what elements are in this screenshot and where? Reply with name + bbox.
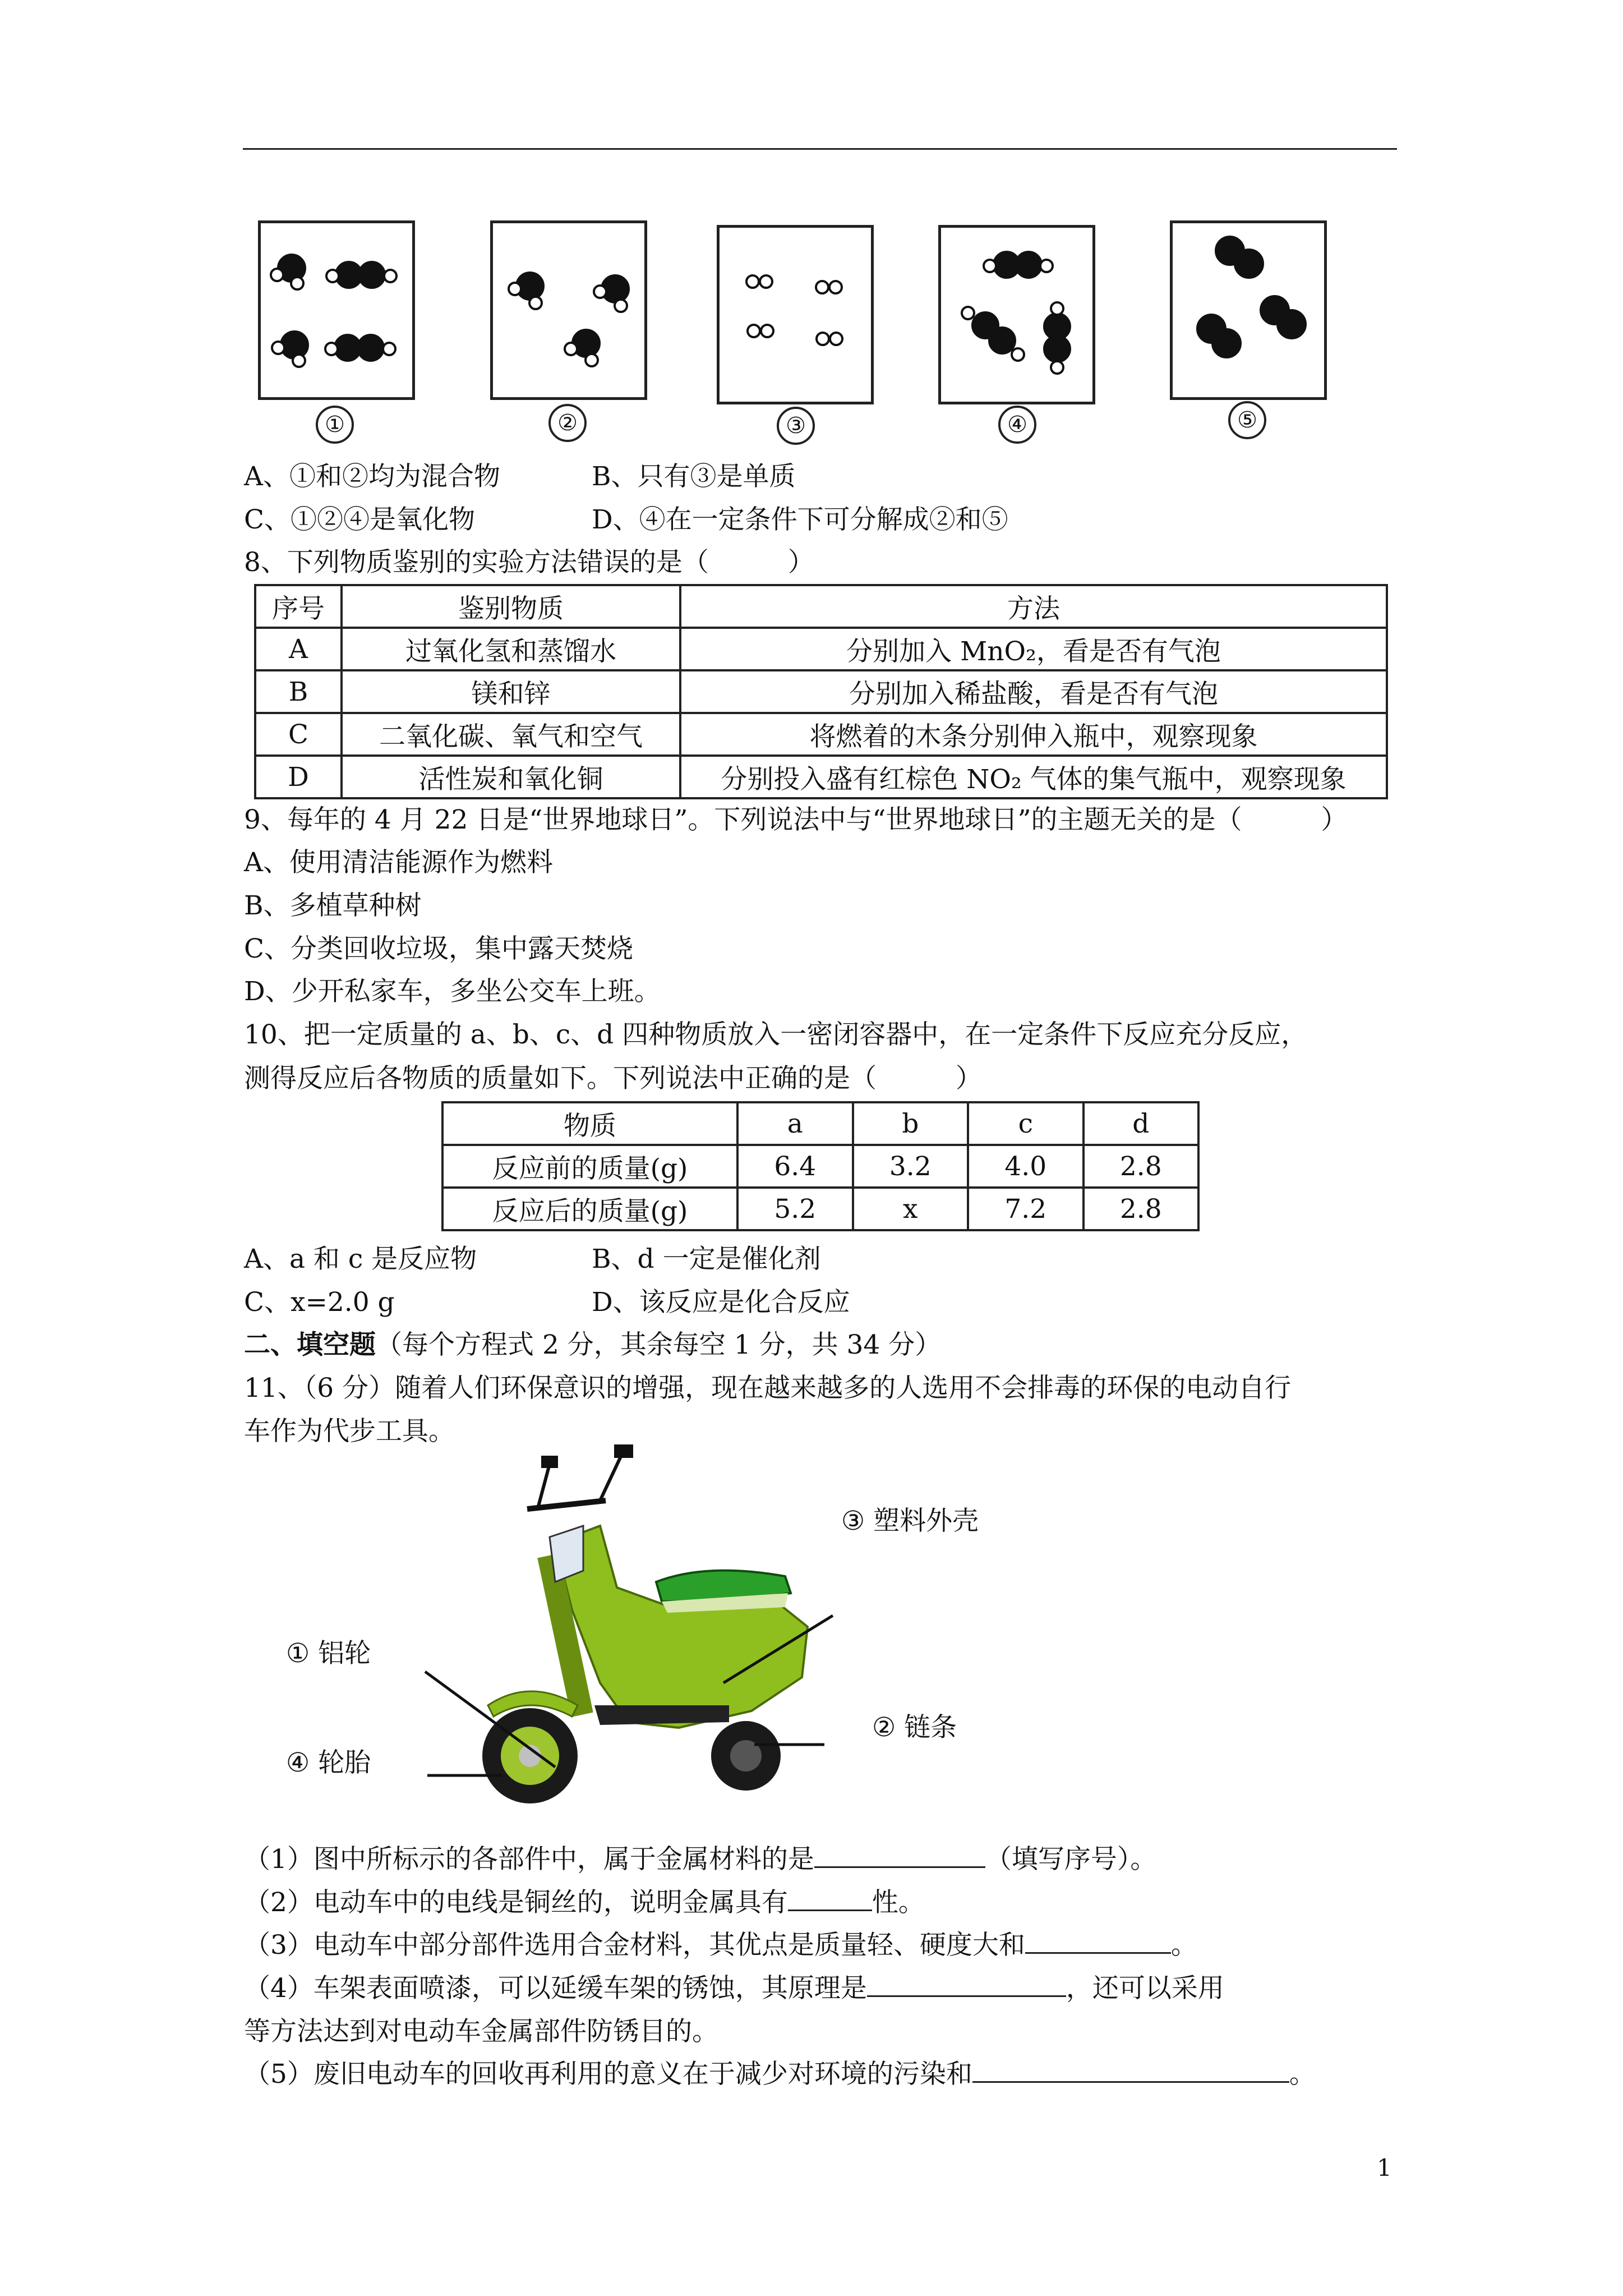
q11-stem-line1: 11、（6 分）随着人们环保意识的增强，现在越来越多的人选用不会排毒的环保的电动自行 <box>244 1373 1292 1404</box>
table-cell: 反应前的质量(g) <box>442 1145 737 1188</box>
header-cell: c <box>968 1102 1083 1145</box>
q9-option-d: D、少开私家车，多坐公交车上班。 <box>244 976 661 1007</box>
q11-sub5 <box>244 2058 1316 2091</box>
q7-option-b: B、只有③是单质 <box>592 461 796 492</box>
table-cell: C <box>255 713 342 756</box>
q10-stem-line2: 测得反应后各物质的质量如下。下列说法中正确的是（ ） <box>244 1063 982 1094</box>
q8-stem: 8、下列物质鉴别的实验方法错误的是（ ） <box>244 547 814 578</box>
table-cell: 将燃着的木条分别伸入瓶中，观察现象 <box>680 713 1387 756</box>
header-cell: d <box>1083 1102 1199 1145</box>
q11-sub2-tail: 性。 <box>872 1887 925 1918</box>
answer-blank-4[interactable] <box>867 1972 1066 1997</box>
q9-option-b: B、多植草种树 <box>244 890 422 921</box>
table-cell: A <box>255 628 342 670</box>
label-aluminum-rim: ① 铝轮 <box>286 1638 371 1669</box>
table-cell: 过氧化氢和蒸馏水 <box>342 628 680 670</box>
q11-sub1 <box>244 1843 1156 1876</box>
table-cell: 镁和锌 <box>342 670 680 713</box>
q11-sub1-text: （1）图中所标示的各部件中，属于金属材料的是 <box>244 1844 814 1875</box>
q7-option-d: D、④在一定条件下可分解成②和⑤ <box>592 504 1008 535</box>
q11-sub3 <box>244 1929 1197 1962</box>
answer-blank-2[interactable] <box>788 1886 872 1911</box>
q11-sub5-tail: 。 <box>1289 2059 1316 2090</box>
header-cell: 鉴别物质 <box>342 585 680 628</box>
diagram-label-3: ③ <box>777 407 815 445</box>
label-tire: ④ 轮胎 <box>286 1747 371 1778</box>
q11-stem-line2: 车作为代步工具。 <box>244 1416 455 1447</box>
q9-option-a: A、使用清洁能源作为燃料 <box>244 847 553 878</box>
table-cell: 3.2 <box>853 1145 969 1188</box>
q11-sub3-tail: 。 <box>1170 1930 1197 1961</box>
table-cell: D <box>255 756 342 798</box>
q7-option-c: C、①②④是氧化物 <box>244 504 475 535</box>
q11-sub4 <box>244 1972 1224 2005</box>
table-cell: 5.2 <box>737 1188 853 1230</box>
q11-sub4-tail: ，还可以采用 <box>1066 1973 1224 2004</box>
table-cell: 二氧化碳、氧气和空气 <box>342 713 680 756</box>
header-cell: 方法 <box>680 585 1387 628</box>
header-cell: 序号 <box>255 585 342 628</box>
header-cell: 物质 <box>442 1102 737 1145</box>
q11-sub4-text: （4）车架表面喷漆，可以延缓车架的锈蚀，其原理是 <box>244 1973 867 2004</box>
q11-sub3-text: （3）电动车中部分部件选用合金材料，其优点是质量轻、硬度大和 <box>244 1930 1025 1961</box>
table-cell: 6.4 <box>737 1145 853 1188</box>
table-cell: 反应后的质量(g) <box>442 1188 737 1230</box>
section-title: 二、填空题 <box>244 1329 376 1360</box>
table-cell: 活性炭和氧化铜 <box>342 756 680 798</box>
diagram-label-5: ⑤ <box>1228 401 1266 439</box>
q10-option-d: D、该反应是化合反应 <box>592 1287 850 1318</box>
table-cell: 分别加入 MnO₂，看是否有气泡 <box>680 628 1387 670</box>
table-cell: B <box>255 670 342 713</box>
q11-sub5-text: （5）废旧电动车的回收再利用的意义在于减少对环境的污染和 <box>244 2059 972 2090</box>
header-cell: b <box>853 1102 969 1145</box>
answer-blank-3[interactable] <box>1025 1929 1171 1954</box>
header-cell: a <box>737 1102 853 1145</box>
table-cell: 分别加入稀盐酸，看是否有气泡 <box>680 670 1387 713</box>
label-plastic-shell: ③ 塑料外壳 <box>841 1506 979 1536</box>
diagram-label-4: ④ <box>998 406 1036 444</box>
section-note: （每个方程式 2 分，其余每空 1 分，共 34 分） <box>376 1329 942 1360</box>
q11-sub1-tail: （填写序号）。 <box>985 1844 1157 1875</box>
diagram-label-1: ① <box>316 406 354 444</box>
q10-option-b: B、d 一定是催化剂 <box>592 1244 821 1274</box>
q7-option-a: A、①和②均为混合物 <box>244 461 500 492</box>
table-cell: 2.8 <box>1083 1145 1199 1188</box>
table-cell: 7.2 <box>968 1188 1083 1230</box>
table-cell: 2.8 <box>1083 1188 1199 1230</box>
q9-stem: 9、每年的 4 月 22 日是“世界地球日”。下列说法中与“世界地球日”的主题无关的是（ ） <box>244 804 1348 835</box>
page-number: 1 <box>1377 2154 1392 2182</box>
q11-sub2 <box>244 1886 925 1920</box>
answer-blank-5[interactable] <box>972 2058 1289 2083</box>
q10-option-a: A、a 和 c 是反应物 <box>244 1244 477 1274</box>
q11-sub2-text: （2）电动车中的电线是铜丝的，说明金属具有 <box>244 1887 788 1918</box>
q10-option-c: C、x=2.0 g <box>244 1287 395 1318</box>
table-cell: 分别投入盛有红棕色 NO₂ 气体的集气瓶中，观察现象 <box>680 756 1387 798</box>
diagram-label-2: ② <box>548 404 587 442</box>
q11-sub4-cont: 等方法达到对电动车金属部件防锈目的。 <box>244 2016 718 2047</box>
q9-option-c: C、分类回收垃圾，集中露天焚烧 <box>244 933 633 964</box>
q10-stem-line1: 10、把一定质量的 a、b、c、d 四种物质放入一密闭容器中，在一定条件下反应充分反应， <box>244 1019 1308 1050</box>
table-cell: x <box>853 1188 969 1230</box>
label-chain: ② 链条 <box>872 1712 957 1743</box>
answer-blank-1[interactable] <box>814 1843 985 1868</box>
table-cell: 4.0 <box>968 1145 1083 1188</box>
